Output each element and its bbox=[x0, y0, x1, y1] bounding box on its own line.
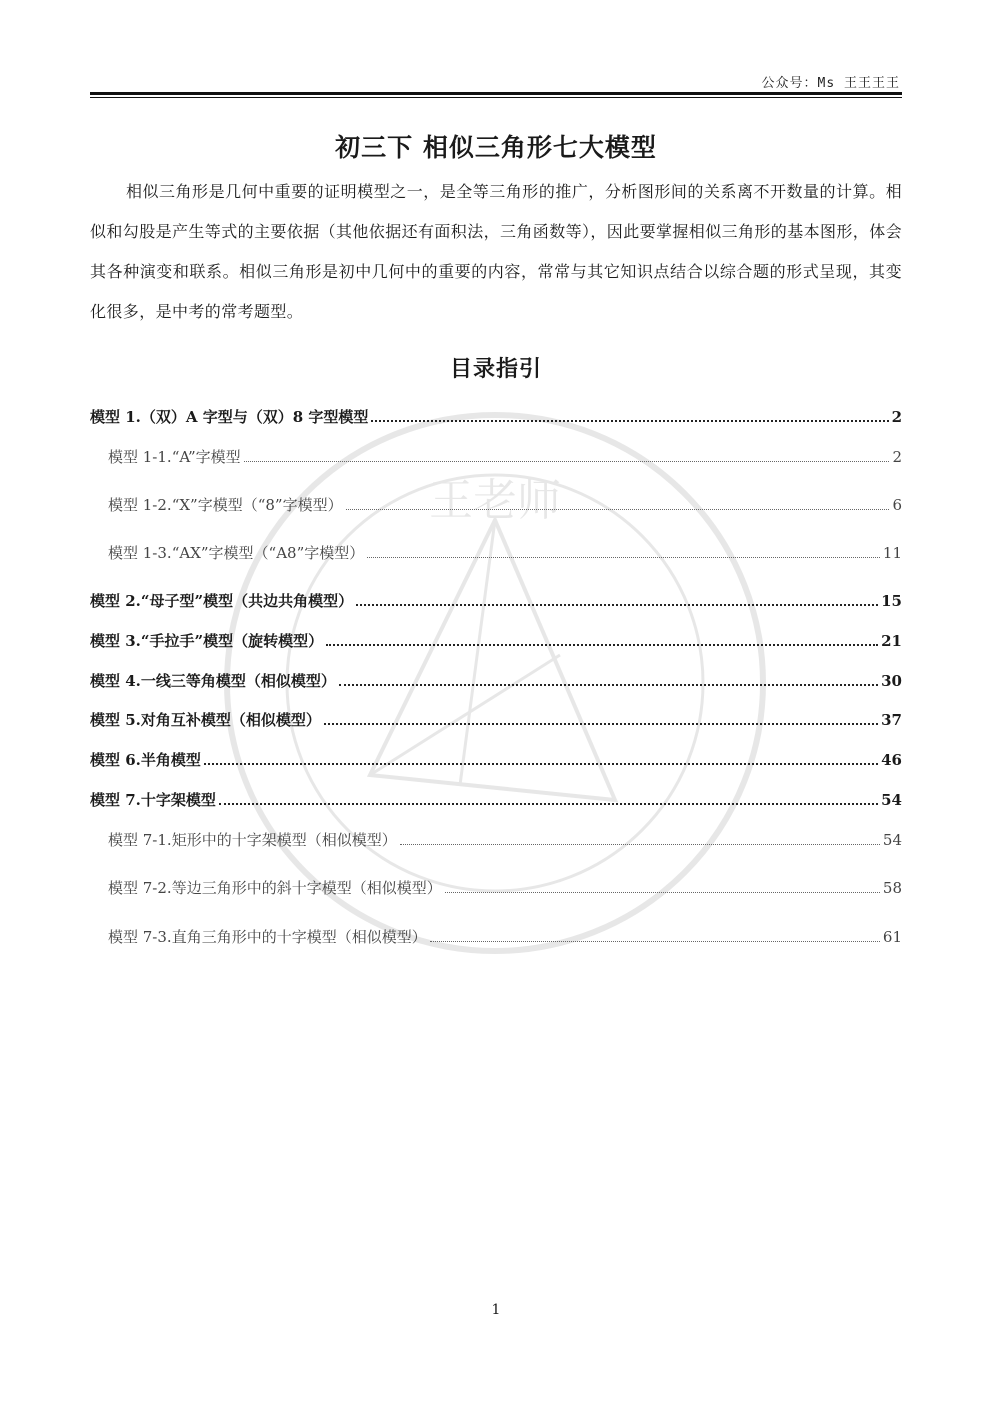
toc-entry-page: 46 bbox=[881, 751, 902, 769]
svg-text:王老师: 王老师 bbox=[429, 475, 561, 526]
toc-title: 目录指引 bbox=[449, 357, 542, 382]
toc-entry[interactable] bbox=[90, 588, 902, 612]
toc-leader bbox=[339, 684, 878, 686]
toc-leader bbox=[367, 557, 880, 558]
toc-entry[interactable] bbox=[108, 924, 902, 948]
toc-entry[interactable] bbox=[108, 827, 902, 851]
toc-entry-page: 21 bbox=[881, 632, 902, 650]
document-title: 初三下 相似三角形七大模型 bbox=[335, 133, 657, 162]
toc-leader bbox=[346, 509, 890, 510]
toc-entry[interactable] bbox=[108, 875, 902, 899]
toc-entry-label: 模型 3.“手拉手”模型（旋转模型） bbox=[90, 632, 324, 650]
toc-entry-label: 模型 1-1.“A”字模型 bbox=[108, 448, 241, 466]
page-number: 1 bbox=[491, 1302, 501, 1318]
toc-leader bbox=[400, 844, 880, 845]
toc-entry-page: 30 bbox=[881, 672, 902, 690]
toc-entry[interactable] bbox=[90, 707, 902, 731]
toc-entry-page: 15 bbox=[881, 592, 902, 610]
toc-entry[interactable] bbox=[108, 492, 902, 516]
toc-entry-page: 6 bbox=[892, 496, 902, 514]
header-rule-thin bbox=[90, 97, 902, 98]
toc-entry[interactable] bbox=[90, 747, 902, 771]
toc-entry-label: 模型 4.一线三等角模型（相似模型） bbox=[90, 672, 336, 690]
toc-entry-page: 2 bbox=[892, 448, 902, 466]
toc-entry-page: 54 bbox=[881, 791, 902, 809]
toc-entry-label: 模型 1-2.“X”字模型（“8”字模型） bbox=[108, 496, 343, 514]
toc-entry-label: 模型 7-3.直角三角形中的十字模型（相似模型） bbox=[108, 928, 427, 946]
toc-entry[interactable] bbox=[90, 668, 902, 692]
toc-leader bbox=[430, 941, 880, 942]
toc-entry-label: 模型 2.“母子型”模型（共边共角模型） bbox=[90, 592, 354, 610]
header-text: 公众号：Ms 王王王王 bbox=[761, 76, 900, 91]
toc-entry[interactable] bbox=[108, 540, 902, 564]
toc-entry-label: 模型 7-1.矩形中的十字架模型（相似模型） bbox=[108, 831, 397, 849]
header-rule-thick bbox=[90, 92, 902, 95]
toc-entry-label: 模型 5.对角互补模型（相似模型） bbox=[90, 711, 321, 729]
toc-leader bbox=[324, 723, 878, 725]
toc-entry-label: 模型 7.十字架模型 bbox=[90, 791, 216, 809]
toc-entry[interactable] bbox=[90, 787, 902, 811]
toc-leader bbox=[204, 763, 878, 765]
toc-leader bbox=[371, 420, 888, 422]
toc-entry-page: 37 bbox=[881, 711, 902, 729]
toc-entry-label: 模型 1-3.“AX”字模型（“A8”字模型） bbox=[108, 544, 365, 562]
toc-leader bbox=[219, 803, 878, 805]
toc-entry[interactable] bbox=[90, 404, 902, 428]
toc-entry[interactable] bbox=[90, 628, 902, 652]
toc-entry-page: 58 bbox=[882, 879, 902, 897]
toc-entry-label: 模型 1.（双）A 字型与（双）8 字型模型 bbox=[90, 408, 369, 426]
toc-entry-label: 模型 7-2.等边三角形中的斜十字模型（相似模型） bbox=[108, 879, 442, 897]
toc-entry-page: 2 bbox=[891, 408, 902, 426]
toc-entry-page: 61 bbox=[882, 928, 902, 946]
toc-entry-page: 54 bbox=[882, 831, 902, 849]
toc-leader bbox=[445, 892, 880, 893]
toc-leader bbox=[244, 461, 890, 462]
toc-entry[interactable] bbox=[108, 444, 902, 468]
toc-leader bbox=[326, 644, 878, 646]
toc-entry-label: 模型 6.半角模型 bbox=[90, 751, 201, 769]
intro-paragraph: 相似三角形是几何中重要的证明模型之一，是全等三角形的推广，分析图形间的关系离不开数量的计算。相似和勾股是产生等式的主要依据（其他依据还有面积法，三角函数等），因此要掌握相似三角形的基本图形，体会其各种演变和联系。相似三角形是初中几何中的重要的内容，常常与其它知识点结合以综合题的形式呈现，其变化很多，是中考的常考题型。 bbox=[90, 182, 903, 321]
toc-entry-page: 11 bbox=[882, 544, 902, 562]
toc-leader bbox=[356, 604, 878, 606]
